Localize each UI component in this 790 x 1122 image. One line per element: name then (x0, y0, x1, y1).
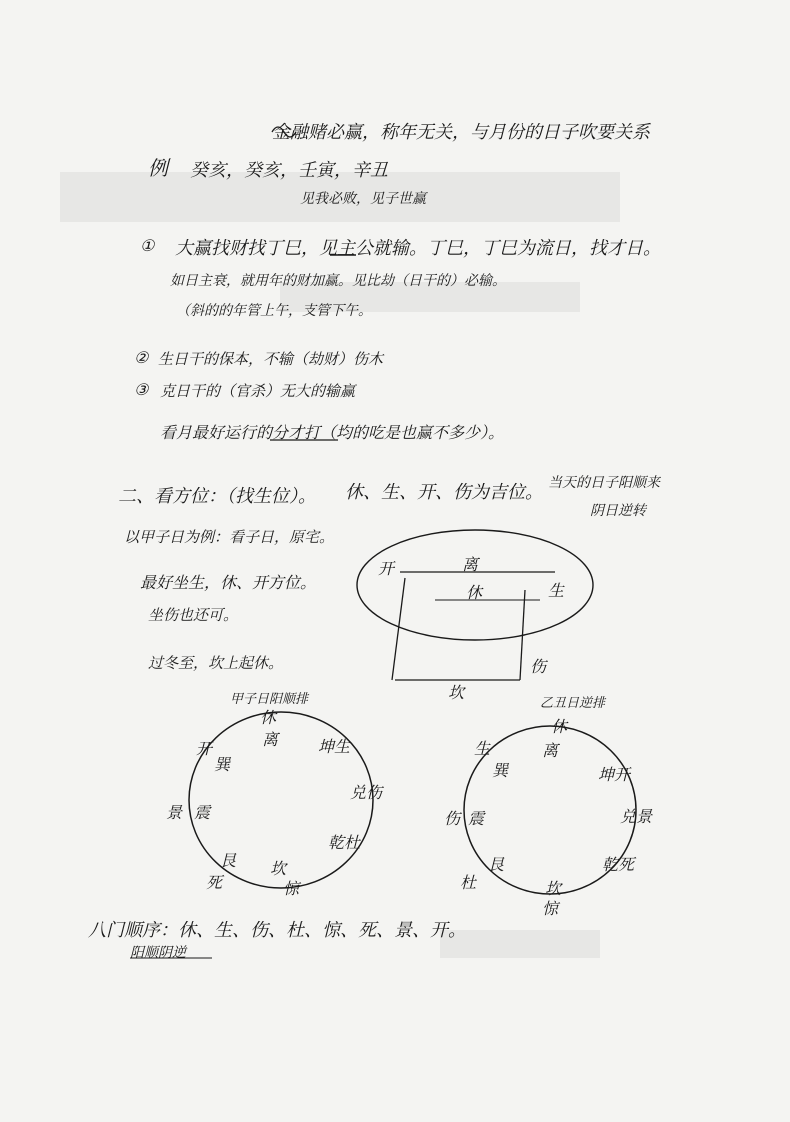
grid-label-li: 离 (462, 555, 479, 574)
left-outer-w: 景 (166, 803, 183, 822)
right-inner-w: 震 (468, 809, 485, 828)
also-ok: 坐伤也还可。 (148, 606, 239, 624)
example-line: 以甲子日为例：看子日，原宅。 (124, 528, 335, 546)
right-outer-ne: 坤开 (598, 765, 631, 784)
item2-text: 生日干的保本，不输（劫财）伤木 (158, 350, 384, 368)
left-outer-se: 乾杜 (328, 833, 361, 852)
section2-title: 二、看方位：（找生位）。 (118, 486, 316, 507)
item1-sub2: （斜的的年管上午，支管下午。 (176, 303, 372, 319)
right-inner-s: 坎 (545, 879, 562, 898)
grid-label-sheng: 生 (548, 581, 565, 600)
right-inner-top: 离 (542, 741, 559, 760)
header-line: 金融赌必赢，称年无关，与月份的日子吹要关系 (272, 122, 650, 143)
guisi-line: 过冬至，坎上起休。 (148, 654, 284, 672)
section2-rest: 休、生、开、伤为吉位。 (345, 482, 543, 503)
left-outer-sw: 死 (206, 873, 223, 892)
grid-label-xiu: 休 (466, 583, 483, 602)
best-position: 最好坐生，休、开方位。 (140, 573, 317, 592)
left-inner-nw: 巽 (214, 755, 231, 774)
item2-number: ② (134, 348, 149, 367)
item3-text: 克日干的（官杀）无大的输赢 (160, 382, 356, 400)
door-order: 八门顺序：休、生、伤、杜、惊、死、景、开。 (88, 920, 466, 941)
left-outer-e: 兑伤 (350, 783, 383, 802)
section2-note2: 阴日逆转 (590, 503, 646, 519)
item3-sub: 看月最好运行的分才打（均的吃是也赢不多少）。 (160, 423, 505, 442)
item1-number: ① (140, 236, 155, 255)
example-label: 例 (148, 156, 168, 180)
right-outer-nw: 生 (474, 739, 491, 758)
right-outer-s: 惊 (542, 899, 559, 918)
left-wheel-title: 甲子日阳顺排 (230, 692, 309, 707)
right-inner-nw: 巽 (492, 761, 509, 780)
example-items: 癸亥，癸亥，壬寅，辛丑 (190, 160, 388, 181)
right-outer-w: 伤 (444, 809, 461, 828)
left-outer-top: 休 (260, 708, 277, 727)
right-outer-se: 乾死 (602, 855, 635, 874)
grid-label-kan: 坎 (448, 683, 465, 702)
right-outer-top: 休 (551, 717, 568, 736)
right-outer-sw: 杜 (460, 873, 477, 892)
left-outer-s: 惊 (283, 879, 300, 898)
left-inner-top: 离 (262, 730, 279, 749)
item1-text: 大赢找财找丁巳，见主公就输。丁巳，丁巳为流日，找才日。 (175, 238, 661, 259)
left-inner-sw: 艮 (220, 851, 237, 870)
right-outer-e: 兑景 (620, 807, 653, 826)
left-inner-w: 震 (194, 803, 211, 822)
left-inner-s: 坎 (270, 859, 287, 878)
door-order-note: 阳顺阴逆 (130, 945, 186, 961)
right-inner-sw: 艮 (488, 855, 505, 874)
grid-label-kai: 开 (378, 559, 395, 578)
left-outer-nw: 开 (196, 739, 213, 758)
left-outer-ne: 坤生 (318, 737, 351, 756)
item1-sub1: 如日主衰，就用年的财加赢。见比劫（日干的）必输。 (170, 273, 506, 289)
section2-note1: 当天的日子阳顺来 (548, 475, 660, 491)
right-wheel-title: 乙丑日逆排 (540, 696, 606, 711)
item3-number: ③ (134, 380, 149, 399)
example-note: 见我必败，见子世赢 (300, 191, 426, 207)
grid-label-shang: 伤 (530, 657, 547, 676)
